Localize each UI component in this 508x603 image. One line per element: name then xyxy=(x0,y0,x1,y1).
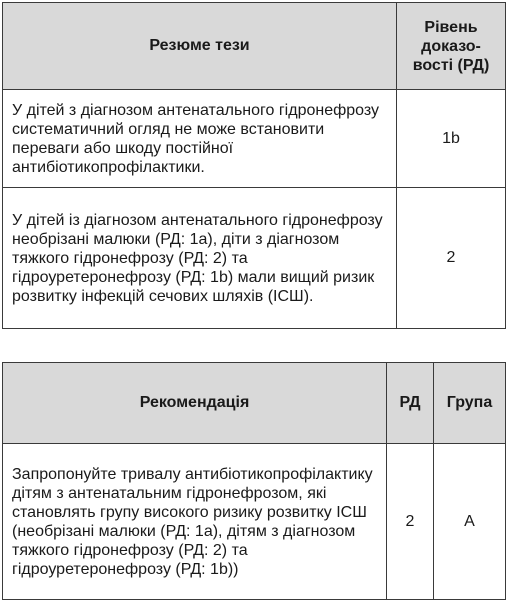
table-row xyxy=(3,444,506,600)
table-row xyxy=(3,188,506,329)
evidence-level-value: 2 xyxy=(397,188,506,329)
recommendation-text: Запропонуйте тривалу антибіотикопрофілактику дітям з антенатальним гідронефрозом, які становлять групу високого ризику розвитку ІСШ (необрізані малюки (РД: 1а), дітям з діагнозом тяжкого гідронефрозу (РД: 2) та гідроуретеронефрозу (РД: 1b)) xyxy=(3,444,387,600)
recommendation-header-row xyxy=(3,363,506,444)
recommendation-level-value: 2 xyxy=(387,444,434,600)
thesis-text: У дітей із діагнозом антенатального гідронефрозу необрізані малюки (РД: 1а), діти з діагнозом тяжкого гідронефрозу (РД: 2) та гідроуретеронефрозу (РД: 1b) мали вищий ризик розвитку інфекцій сечових шляхів (ІСШ). xyxy=(3,188,397,329)
evidence-level-header xyxy=(397,3,506,90)
summary-header-row xyxy=(3,3,506,90)
evidence-level-value: 1b xyxy=(397,90,506,188)
recommendation-group-value: A xyxy=(434,444,506,600)
level-header: РД xyxy=(387,363,434,444)
recommendation-header: Рекомендація xyxy=(3,363,387,444)
evidence-level-header-line: доказо- xyxy=(421,37,481,55)
table-row xyxy=(3,90,506,188)
thesis-summary-header: Резюме тези xyxy=(3,3,397,90)
group-header: Група xyxy=(434,363,506,444)
evidence-level-header-line: Рівень xyxy=(424,18,478,36)
recommendation-table xyxy=(2,362,506,600)
thesis-text: У дітей з діагнозом антенатального гідронефрозу систематичний огляд не може встановити переваги або шкоду постійної антибіотикопрофілактики. xyxy=(3,90,397,188)
summary-table xyxy=(2,2,506,329)
evidence-level-header-line: вості (РД) xyxy=(412,56,490,74)
